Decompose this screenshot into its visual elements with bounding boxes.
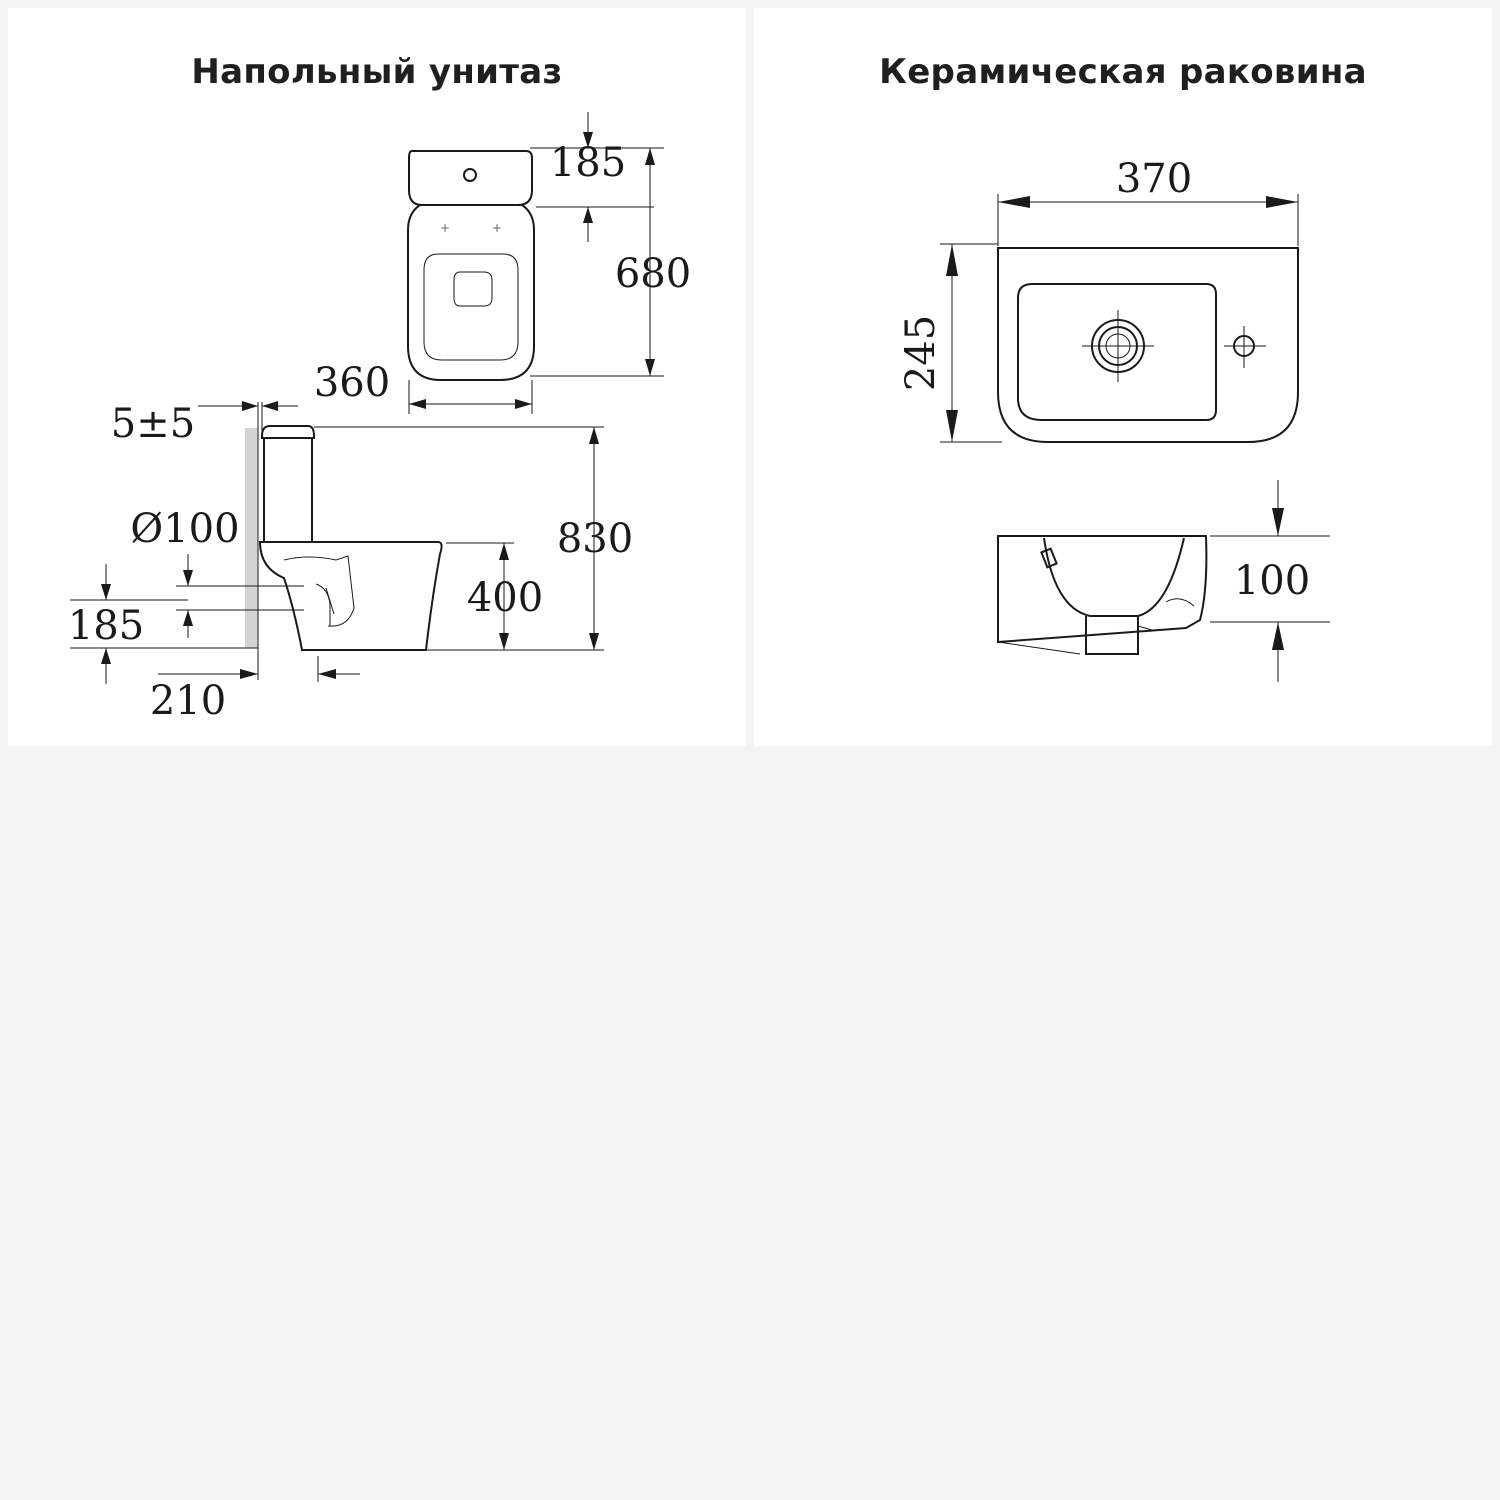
toilet-side-view — [68, 401, 633, 724]
dim-outlet-diameter: Ø100 — [130, 506, 240, 552]
dim-sink-height: 100 — [1233, 558, 1311, 604]
sink-drawing — [754, 8, 1492, 746]
dim-seat-height: 400 — [466, 575, 544, 621]
dim-outlet-height: 185 — [67, 603, 145, 649]
dim-total-height: 830 — [556, 516, 634, 562]
dim-tank-depth: 185 — [549, 140, 627, 186]
sink-top-view — [898, 156, 1298, 442]
dim-sink-depth: 245 — [898, 314, 944, 392]
toilet-top-view — [314, 112, 691, 414]
toilet-drawing — [8, 8, 746, 746]
toilet-title: Напольный унитаз — [191, 52, 563, 92]
sink-panel — [754, 8, 1492, 746]
toilet-panel — [8, 8, 746, 746]
sink-side-view — [998, 480, 1330, 682]
dim-wall-gap: 5±5 — [110, 401, 196, 447]
svg-text:+: + — [492, 221, 503, 235]
dim-outlet-offset: 210 — [149, 678, 227, 724]
dim-sink-width: 370 — [1115, 156, 1193, 202]
svg-text:+: + — [440, 221, 451, 235]
dim-total-length: 680 — [614, 251, 692, 297]
dim-width: 360 — [313, 360, 391, 406]
sink-title: Керамическая раковина — [879, 52, 1367, 92]
